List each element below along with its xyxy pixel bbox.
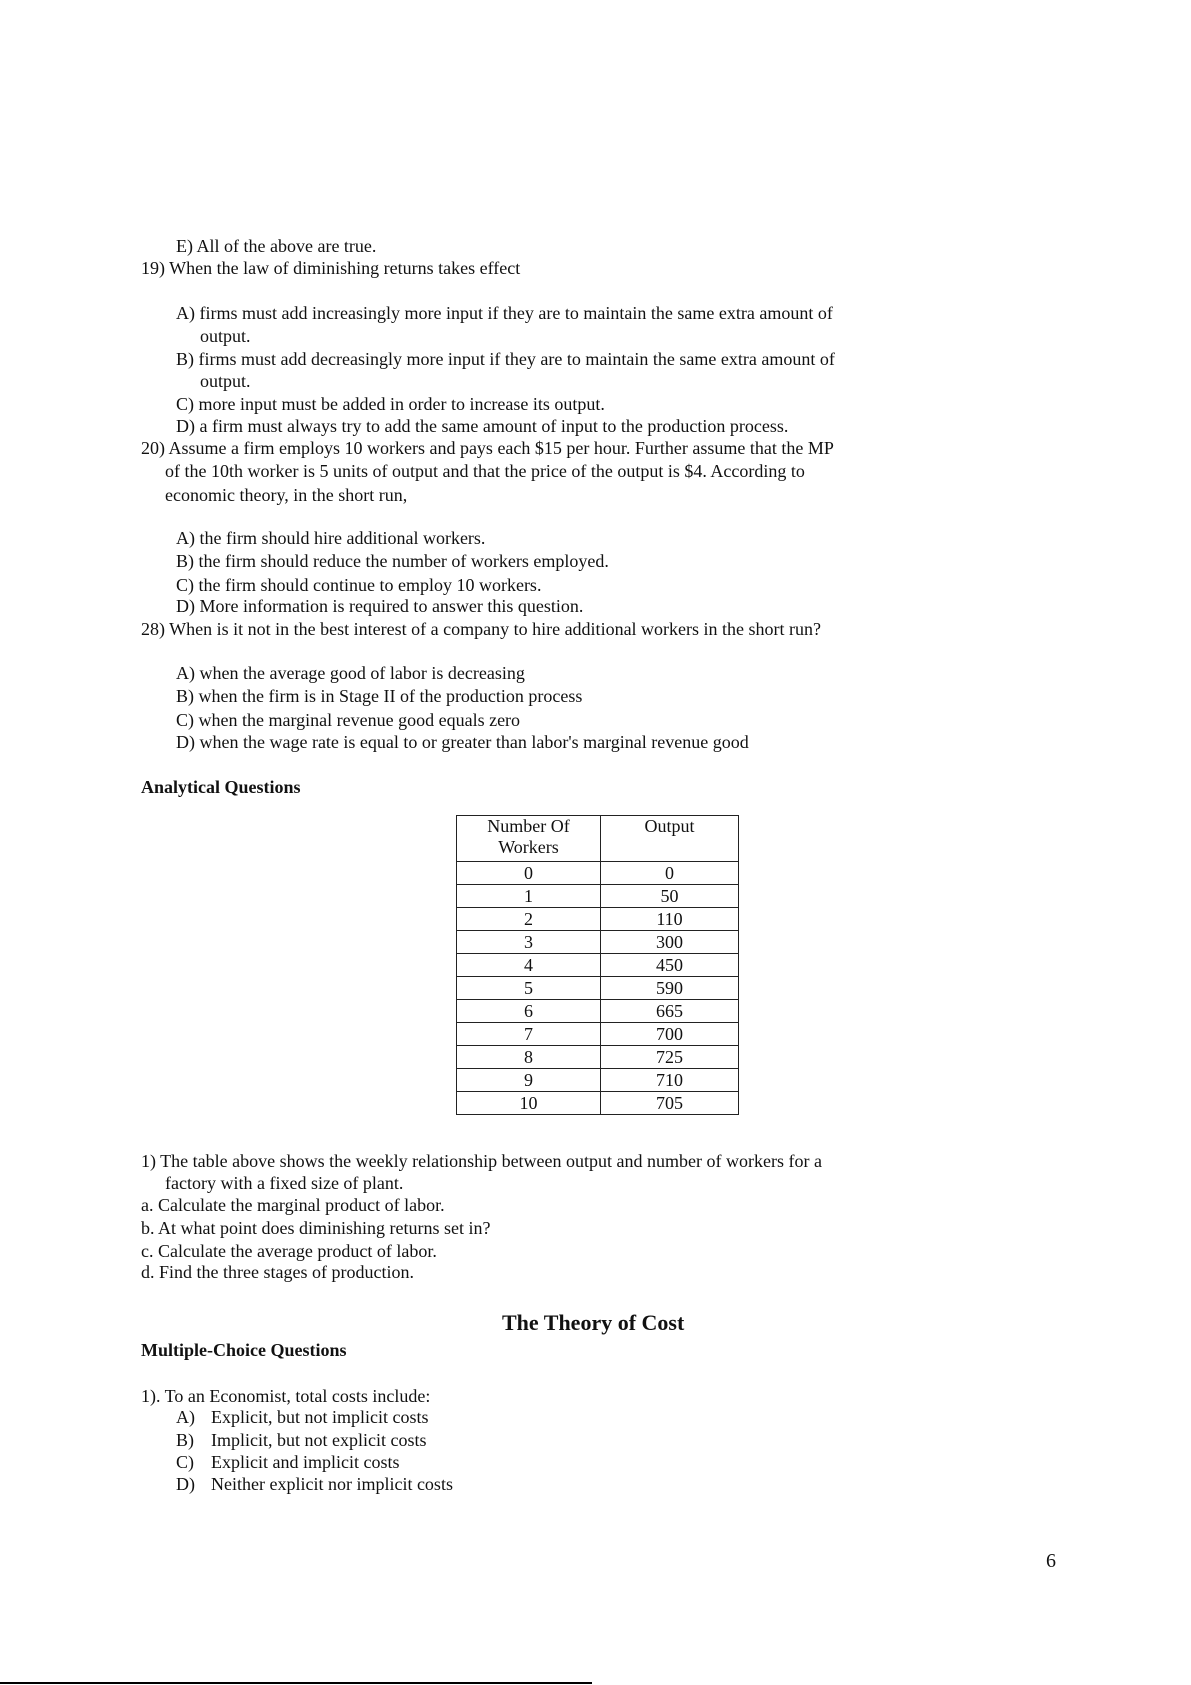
option-letter: B) — [176, 1430, 194, 1450]
analytical-q1-2: factory with a fixed size of plant. — [165, 1173, 404, 1193]
header-workers — [457, 816, 601, 862]
q19-stem: 19) When the law of diminishing returns takes effect — [141, 258, 521, 278]
q20-option-c: C) the firm should continue to employ 10 workers. — [176, 575, 542, 595]
workers-cell: 9 — [457, 1069, 601, 1092]
q19-option-b: B) firms must add decreasingly more input if they are to maintain the same extra amount of — [176, 349, 835, 369]
q19-option-d: D) a firm must always try to add the same amount of input to the production process. — [176, 416, 789, 436]
table-row — [457, 885, 739, 908]
q20-option-d: D) More information is required to answer this question. — [176, 596, 584, 616]
q19-option-c: C) more input must be added in order to increase its output. — [176, 394, 605, 414]
footer-rule — [0, 1682, 592, 1684]
workers-cell: 4 — [457, 954, 601, 977]
cost-option-a — [176, 1406, 429, 1428]
q19-option-a-cont: output. — [200, 326, 251, 346]
option-text: Explicit and implicit costs — [211, 1452, 400, 1472]
header-output: Output — [601, 816, 739, 862]
analytical-q1-d: d. Find the three stages of production. — [141, 1262, 414, 1282]
workers-cell: 7 — [457, 1023, 601, 1046]
output-cell: 705 — [601, 1092, 739, 1115]
table-row — [457, 862, 739, 885]
workers-cell: 5 — [457, 977, 601, 1000]
output-cell: 710 — [601, 1069, 739, 1092]
option-text: Neither explicit nor implicit costs — [211, 1474, 453, 1494]
q28-stem: 28) When is it not in the best interest of a company to hire additional workers in the short run? — [141, 619, 822, 639]
workers-cell: 10 — [457, 1092, 601, 1115]
q20-option-a: A) the firm should hire additional workers. — [176, 528, 486, 548]
output-cell: 110 — [601, 908, 739, 931]
table-row — [457, 1092, 739, 1115]
analytical-q1-a: a. Calculate the marginal product of labor. — [141, 1195, 445, 1215]
page-number: 6 — [1046, 1550, 1056, 1572]
table-row — [457, 977, 739, 1000]
option-letter: D) — [176, 1474, 195, 1494]
workers-cell: 0 — [457, 862, 601, 885]
header-text: Number Of — [487, 816, 570, 836]
option-text: Explicit, but not implicit costs — [211, 1407, 429, 1427]
table-row — [457, 931, 739, 954]
workers-cell: 3 — [457, 931, 601, 954]
option-letter: C) — [176, 1452, 194, 1472]
output-cell: 700 — [601, 1023, 739, 1046]
mc-heading: Multiple-Choice Questions — [141, 1340, 347, 1360]
table-row — [457, 1046, 739, 1069]
output-cell: 300 — [601, 931, 739, 954]
analytical-q1-b: b. At what point does diminishing returns set in? — [141, 1218, 491, 1238]
header-text: Workers — [498, 837, 559, 857]
q28-option-a: A) when the average good of labor is decreasing — [176, 663, 525, 683]
output-cell: 0 — [601, 862, 739, 885]
analytical-q1-1: 1) The table above shows the weekly relationship between output and number of workers for a — [141, 1151, 822, 1171]
workers-cell: 8 — [457, 1046, 601, 1069]
q19-option-b-cont: output. — [200, 371, 251, 391]
output-cell: 450 — [601, 954, 739, 977]
analytical-q1-c: c. Calculate the average product of labor. — [141, 1241, 437, 1261]
output-cell: 665 — [601, 1000, 739, 1023]
cost-option-d — [176, 1473, 453, 1495]
workers-cell: 6 — [457, 1000, 601, 1023]
table-row — [457, 954, 739, 977]
table-row — [457, 1069, 739, 1092]
table-header-row — [457, 816, 739, 862]
analytical-heading: Analytical Questions — [141, 777, 301, 797]
output-cell: 590 — [601, 977, 739, 1000]
workers-output-table — [456, 815, 739, 1115]
cost-option-b — [176, 1429, 427, 1451]
workers-cell: 2 — [457, 908, 601, 931]
section-title: The Theory of Cost — [502, 1310, 685, 1335]
option-letter: A) — [176, 1407, 195, 1427]
output-cell: 50 — [601, 885, 739, 908]
table-row — [457, 908, 739, 931]
q20-stem-3: economic theory, in the short run, — [165, 485, 408, 505]
q28-option-d: D) when the wage rate is equal to or greater than labor's marginal revenue good — [176, 732, 749, 752]
q20-stem-1: 20) Assume a firm employs 10 workers and pays each $15 per hour. Further assume that the MP — [141, 438, 834, 458]
q28-option-c: C) when the marginal revenue good equals zero — [176, 710, 521, 730]
q28-option-b: B) when the firm is in Stage II of the production process — [176, 686, 583, 706]
q18-option-e: E) All of the above are true. — [176, 236, 377, 256]
table-row — [457, 1000, 739, 1023]
option-text: Implicit, but not explicit costs — [211, 1430, 427, 1450]
q20-option-b: B) the firm should reduce the number of workers employed. — [176, 551, 609, 571]
output-cell: 725 — [601, 1046, 739, 1069]
cost-option-c — [176, 1451, 400, 1473]
q20-stem-2: of the 10th worker is 5 units of output and that the price of the output is $4. According to — [165, 461, 805, 481]
table-row — [457, 1023, 739, 1046]
workers-cell: 1 — [457, 885, 601, 908]
cost-q1-stem: 1). To an Economist, total costs include: — [141, 1386, 431, 1406]
q19-option-a: A) firms must add increasingly more input if they are to maintain the same extra amount of — [176, 303, 833, 323]
